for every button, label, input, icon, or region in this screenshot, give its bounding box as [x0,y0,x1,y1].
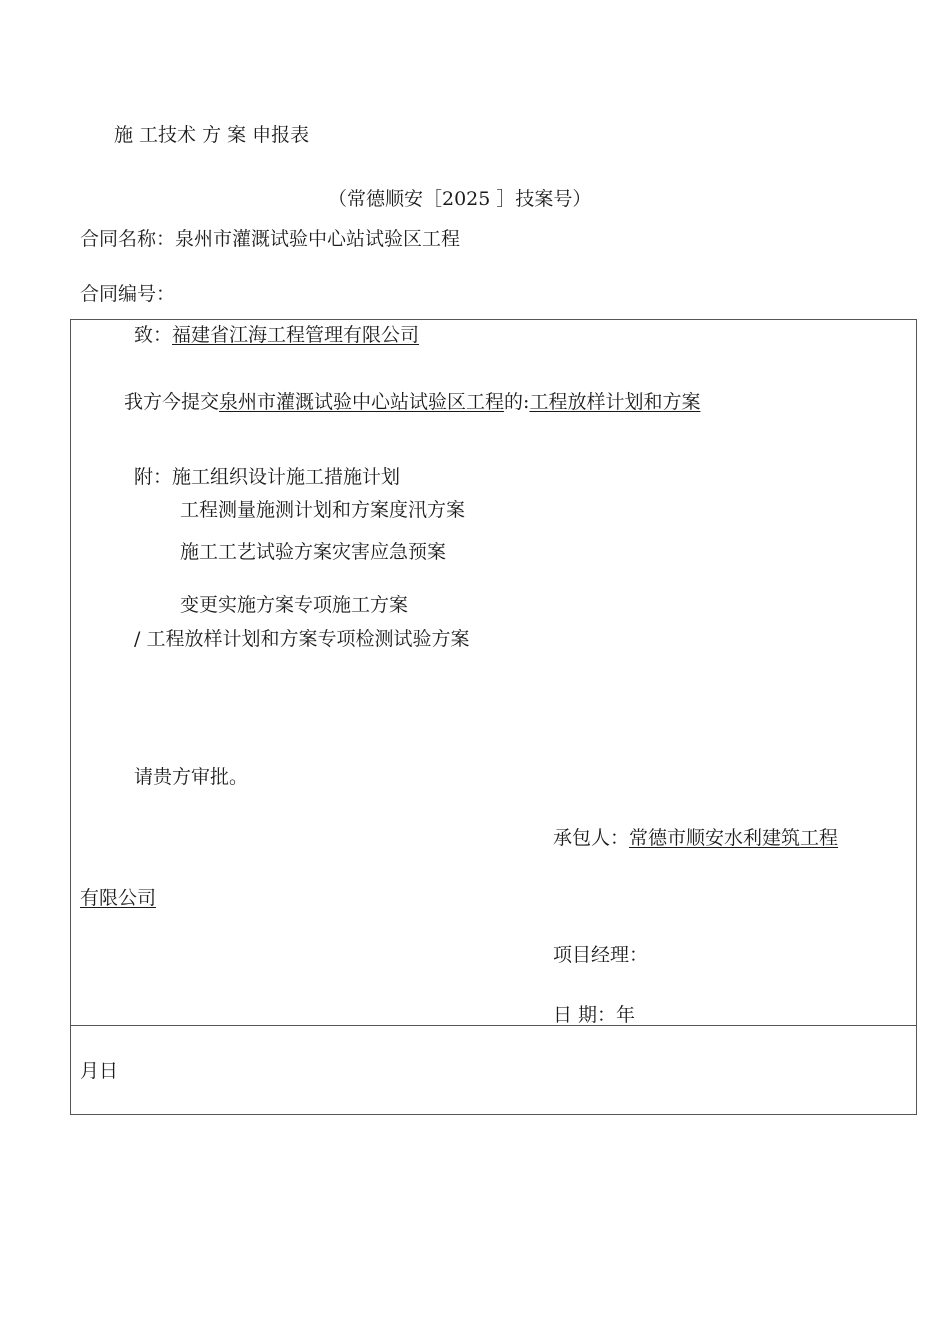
contractor-row [553,829,838,848]
project-manager-label: 项目经理： [553,944,649,966]
attachment-line-1: 附：施工组织设计施工措施计划 [134,466,401,488]
contractor-value: 常德市顺安水利建筑工程 [629,827,839,849]
recipient-row [134,326,419,345]
attachment-line-5: / 工程放样计划和方案专项检测试验方案 [134,628,470,650]
attachment-line-4: 变更实施方案专项施工方案 [180,594,409,616]
contractor-label: 承包人： [553,827,630,849]
date-label: 日 期：年 [553,1004,636,1026]
contract-name-label: 合同名称： [80,228,176,250]
form-title: 施 工技术 方 案 申报表 [114,124,310,146]
contract-name-value: 泉州市灌溉试验中心站试验区工程 [175,228,461,250]
submission-row [124,393,700,412]
contract-number-label: 合同编号： [80,283,176,305]
submission-prefix: 我方今提交 [124,391,220,413]
recipient-label: 致： [134,324,173,346]
approval-request: 请贵方审批。 [134,766,249,788]
submission-project: 泉州市灌溉试验中心站试验区工程 [219,391,505,413]
attachment-line-3: 施工工艺试验方案灾害应急预案 [180,541,447,563]
form-footer-cell [70,1025,917,1115]
date-continued: 月日 [80,1060,119,1082]
submission-mid: 的: [504,391,530,413]
submission-plan: 工程放样计划和方案 [529,391,701,413]
recipient-value: 福建省江海工程管理有限公司 [172,324,420,346]
contractor-value-continued: 有限公司 [80,887,157,909]
form-body-cell [70,319,917,1026]
contract-name-row [80,230,460,249]
reference-number: （常德顺安［2025 ］技案号） [328,188,592,210]
attachment-line-2: 工程测量施测计划和方案度汛方案 [180,499,466,521]
